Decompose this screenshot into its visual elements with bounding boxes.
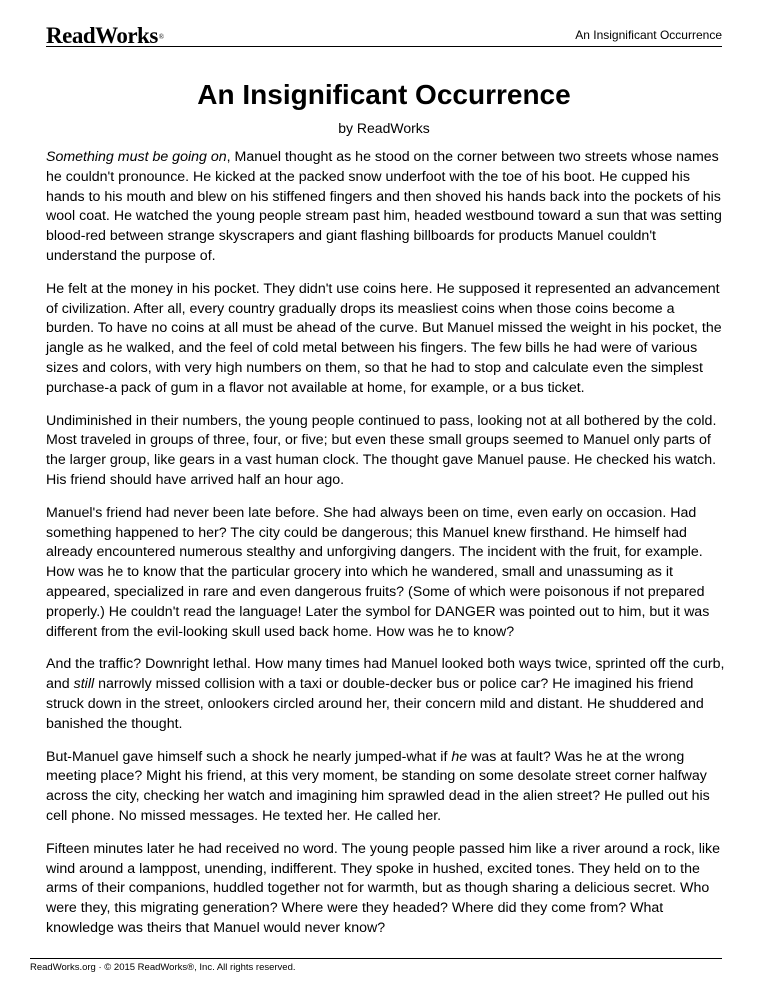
article-body	[46, 148, 726, 952]
paragraph-6-text-b: was at fault? Was he at the wrong meeting place? Might his friend, at this very moment, be standing on some desolate street corner halfway across the city, checking her watch and imagining him sprawled dead in the alien street? He pulled out his cell phone. No missed messages. He texted her. He called her.	[46, 748, 710, 824]
paragraph-6-text-a: But-Manuel gave himself such a shock he nearly jumped-what if	[46, 748, 452, 765]
paragraph-7: Fifteen minutes later he had received no word. The young people passed him like a river around a rock, like wind around a lamppost, unending, indifferent. They spoke in hushed, excited tones. They held on to the arms of their companions, huddled together not for warmth, but as though sharing a delicious secret. Who were they, this migrating generation? Where were they headed? Where did they come from? What knowledge was theirs that Manuel would never know?	[46, 840, 721, 936]
paragraph-1-text: , Manuel thought as he stood on the corner between two streets whose names he couldn't pronounce. He kicked at the packed snow underfoot with the toe of his boot. He cupped his hands to his mouth and blew on his stiffened fingers and then shoved his hands back into the pockets of his wool coat. He watched the young people stream past him, headed westbound toward a sun that was setting blood-red between strange skyscrapers and giant flashing billboards for products Manuel couldn't understand the purpose of.	[46, 149, 722, 264]
paragraph-6-italic: he	[451, 748, 468, 765]
footer-divider	[30, 958, 722, 959]
paragraph-5-text-a: And the traffic? Downright lethal. How many times had Manuel looked both ways twice, sprinted off the curb, and	[46, 656, 725, 693]
copyright-footer: ReadWorks.org · © 2015 ReadWorks®, Inc. All rights reserved.	[30, 962, 296, 973]
article-title: An Insignificant Occurrence	[197, 79, 571, 110]
running-header-title: An Insignificant Occurrence	[575, 28, 722, 42]
article-byline: by ReadWorks	[338, 120, 430, 136]
paragraph-1-italic-lead: Something must be going on	[46, 149, 227, 165]
paragraph-3: Undiminished in their numbers, the young people continued to pass, looking not at all bothered by the cold. Most traveled in groups of three, four, or five; but even these small groups seemed to Manuel only parts of the larger group, like gears in a vast human clock. The thought gave Manuel pause. He checked his watch. His friend should have arrived half an hour ago.	[46, 412, 717, 488]
logo-registered-mark: ®	[158, 33, 164, 41]
paragraph-4: Manuel's friend had never been late before. She had always been on time, even early on occasion. Had something happened to her? The city could be dangerous; this Manuel knew firsthand. He himself had already encountered numerous stealthy and unforgiving dangers. The incident with the fruit, for example. How was he to know that the particular grocery into which he wandered, small and unassuming as it appeared, specialized in rare and even dangerous fruits? (Some of which were poisonous if not prepared properly.) He couldn't read the language! Later the symbol for DANGER was pointed out to him, but it was different from the evil-looking skull used back home. How was he to know?	[46, 504, 710, 640]
paragraph-6	[46, 748, 726, 827]
paragraph-5-italic: still	[73, 676, 95, 693]
paragraph-1	[46, 148, 726, 267]
logo-text: ReadWorks	[46, 23, 158, 48]
header-divider	[46, 46, 722, 47]
paragraph-5-text-b: narrowly missed collision with a taxi or double-decker bus or police car? He imagined his friend struck down in the street, onlookers circled around her, their concern mild and distant. He shuddered and banished the thought.	[46, 676, 704, 732]
paragraph-5	[46, 655, 726, 734]
paragraph-2: He felt at the money in his pocket. They didn't use coins here. He supposed it represented an advancement of civilization. After all, every country gradually drops its measliest coins when those coins become a burden. To have no coins at all must be ahead of the curve. But Manuel missed the weight in his pocket, the jangle as he walked, and the feel of cold metal between his fingers. The few bills he had were of various sizes and colors, with very high numbers on them, so that he had to stop and calculate even the simplest purchase-a pack of gum in a flavor not available at home, for example, or a bus ticket.	[46, 280, 722, 396]
